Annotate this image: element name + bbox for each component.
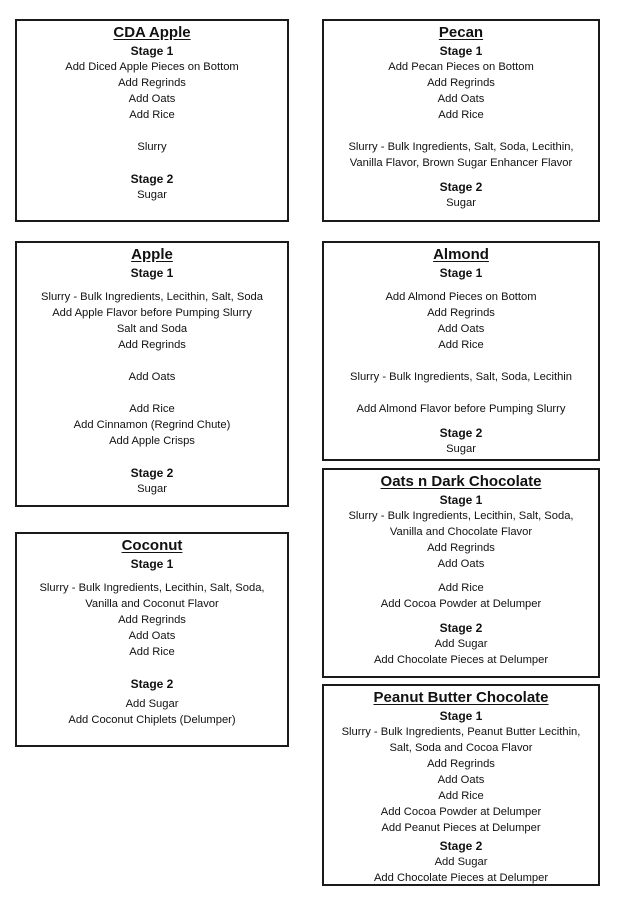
stage-1-heading: Stage 1 [130, 266, 174, 280]
stage-2-heading: Stage 2 [439, 180, 483, 194]
step-line: Add Regrinds [118, 77, 186, 89]
step-line: Sugar [446, 197, 476, 209]
step-line: Vanilla and Coconut Flavor [85, 598, 219, 610]
card-title: Coconut [121, 537, 183, 554]
card-title: Peanut Butter Chocolate [373, 689, 549, 706]
step-line: Vanilla and Chocolate Flavor [389, 526, 533, 538]
step-line: Add Apple Crisps [109, 435, 195, 447]
card-title: CDA Apple [113, 24, 191, 41]
stage-1-heading: Stage 1 [439, 493, 483, 507]
step-line: Slurry - Bulk Ingredients, Salt, Soda, Lecithin [350, 371, 572, 383]
stage-1-heading: Stage 1 [439, 44, 483, 58]
stage-2-heading: Stage 2 [439, 621, 483, 635]
stage-1-heading: Stage 1 [439, 266, 483, 280]
stage-1-heading: Stage 1 [130, 557, 174, 571]
step-line: Add Pecan Pieces on Bottom [388, 61, 534, 73]
step-line: Add Rice [438, 582, 484, 594]
step-line: Add Sugar [434, 856, 488, 868]
recipe-card-cda-apple [15, 19, 289, 222]
step-line: Vanilla Flavor, Brown Sugar Enhancer Flavor [349, 157, 573, 169]
step-line: Add Coconut Chiplets (Delumper) [68, 714, 236, 726]
recipe-card-almond [322, 241, 600, 461]
recipe-card-pecan [322, 19, 600, 222]
step-line: Slurry - Bulk Ingredients, Peanut Butter Lecithin, [341, 726, 581, 738]
step-line: Add Regrinds [427, 307, 495, 319]
step-line: Add Oats [437, 93, 485, 105]
card-title: Apple [131, 246, 173, 263]
step-line: Add Rice [438, 109, 484, 121]
stage-1-heading: Stage 1 [130, 44, 174, 58]
recipe-card-coconut [15, 532, 289, 747]
step-line: Add Sugar [125, 698, 179, 710]
step-line: Add Regrinds [118, 614, 186, 626]
recipe-card-apple [15, 241, 289, 507]
step-line: Add Rice [438, 339, 484, 351]
step-line: Salt, Soda and Cocoa Flavor [389, 742, 533, 754]
step-line: Sugar [446, 443, 476, 455]
step-line: Slurry - Bulk Ingredients, Lecithin, Salt, Soda, [39, 582, 265, 594]
step-line: Add Peanut Pieces at Delumper [381, 822, 541, 834]
stage-1-heading: Stage 1 [439, 709, 483, 723]
card-title: Pecan [438, 24, 484, 41]
step-line: Add Rice [129, 646, 175, 658]
step-line: Add Oats [437, 323, 485, 335]
step-line: Add Almond Pieces on Bottom [385, 291, 537, 303]
step-line: Add Chocolate Pieces at Delumper [373, 654, 549, 666]
step-line: Add Rice [129, 109, 175, 121]
step-line: Sugar [137, 483, 167, 495]
card-title: Oats n Dark Chocolate [380, 473, 542, 490]
step-line: Add Oats [437, 774, 485, 786]
stage-2-heading: Stage 2 [130, 172, 174, 186]
step-line: Add Cinnamon (Regrind Chute) [73, 419, 231, 431]
step-line: Add Diced Apple Pieces on Bottom [65, 61, 239, 73]
step-line: Add Sugar [434, 638, 488, 650]
step-line: Slurry [137, 141, 167, 153]
step-line: Add Oats [128, 371, 176, 383]
step-line: Add Rice [129, 403, 175, 415]
step-line: Add Regrinds [427, 77, 495, 89]
step-line: Add Oats [437, 558, 485, 570]
step-line: Add Cocoa Powder at Delumper [380, 598, 542, 610]
stage-2-heading: Stage 2 [439, 426, 483, 440]
step-line: Slurry - Bulk Ingredients, Salt, Soda, Lecithin, [348, 141, 574, 153]
step-line: Add Rice [438, 790, 484, 802]
step-line: Add Regrinds [427, 758, 495, 770]
recipe-card-oats-n-dark-chocolate [322, 468, 600, 678]
stage-2-heading: Stage 2 [130, 466, 174, 480]
card-title: Almond [433, 246, 489, 263]
step-line: Add Regrinds [118, 339, 186, 351]
step-line: Add Chocolate Pieces at Delumper [373, 872, 549, 884]
step-line: Add Regrinds [427, 542, 495, 554]
step-line: Add Oats [128, 93, 176, 105]
step-line: Add Oats [128, 630, 176, 642]
step-line: Slurry - Bulk Ingredients, Lecithin, Salt, Soda, [348, 510, 574, 522]
recipe-card-peanut-butter-chocolate [322, 684, 600, 886]
stage-2-heading: Stage 2 [439, 839, 483, 853]
stage-2-heading: Stage 2 [130, 677, 174, 691]
step-line: Add Almond Flavor before Pumping Slurry [356, 403, 566, 415]
step-line: Add Cocoa Powder at Delumper [380, 806, 542, 818]
step-line: Add Apple Flavor before Pumping Slurry [52, 307, 252, 319]
step-line: Sugar [137, 189, 167, 201]
step-line: Slurry - Bulk Ingredients, Lecithin, Salt, Soda [41, 291, 263, 303]
step-line: Salt and Soda [116, 323, 188, 335]
